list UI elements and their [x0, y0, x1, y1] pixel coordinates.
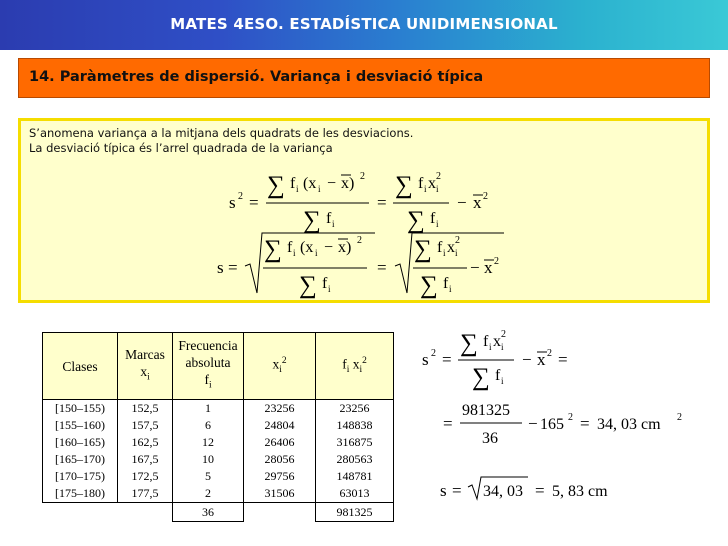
svg-text:=: = [443, 414, 453, 433]
svg-text:i: i [436, 219, 439, 229]
cell-marca: 167,5 [118, 451, 173, 468]
cell-frequency: 1 [173, 400, 244, 418]
calc-mean: 165 [540, 416, 564, 433]
cell-x2: 31506 [244, 485, 316, 503]
svg-text:2: 2 [455, 235, 460, 246]
svg-text:i: i [455, 248, 458, 258]
section-title: 14. Paràmetres de dispersió. Variança i desviació típica [29, 69, 484, 85]
svg-text:i: i [315, 248, 318, 258]
svg-text:∑: ∑ [267, 172, 285, 199]
svg-text:f: f [290, 175, 296, 192]
table-row [43, 434, 394, 451]
cell-frequency: 10 [173, 451, 244, 468]
totals-row [43, 503, 394, 522]
svg-text:x): x) [341, 175, 355, 192]
svg-text:f: f [483, 333, 489, 350]
table-row [43, 417, 394, 434]
svg-text:=: = [377, 258, 387, 277]
header-marcas-label: Marcas [125, 346, 165, 362]
svg-text:i: i [449, 284, 452, 294]
svg-text:s: s [422, 350, 429, 369]
cell-clase: [175–180) [43, 485, 118, 503]
cell-clase: [170–175) [43, 468, 118, 485]
svg-text:=: = [228, 258, 238, 277]
cell-clase: [160–165) [43, 434, 118, 451]
svg-text:x: x [537, 350, 546, 369]
header-clases: Clases [43, 333, 118, 400]
svg-text:2: 2 [501, 329, 506, 340]
cell-clase: [155–160) [43, 417, 118, 434]
svg-text:2: 2 [547, 348, 552, 359]
variance-formula [21, 121, 707, 300]
calc-variance-result: 34, 03 cm [597, 416, 661, 433]
svg-text:f: f [430, 210, 436, 227]
svg-text:∑: ∑ [407, 207, 425, 234]
table-row [43, 485, 394, 503]
svg-text:s: s [440, 481, 447, 500]
cell-x2: 23256 [244, 400, 316, 418]
svg-text:2: 2 [357, 235, 362, 246]
cell-frequency: 5 [173, 468, 244, 485]
svg-text:x: x [447, 239, 455, 256]
svg-text:2: 2 [568, 412, 573, 423]
svg-text:=: = [249, 193, 259, 212]
cell-fx2: 148838 [316, 417, 394, 434]
cell-x2: 29756 [244, 468, 316, 485]
cell-frequency: 6 [173, 417, 244, 434]
svg-text:(x: (x [300, 239, 314, 256]
svg-text:f: f [495, 367, 501, 384]
definition-box [18, 118, 710, 303]
svg-text:i: i [436, 184, 439, 194]
svg-text:2: 2 [238, 191, 243, 202]
svg-text:2: 2 [360, 171, 365, 182]
cell-frequency: 12 [173, 434, 244, 451]
svg-text:−: − [522, 350, 532, 369]
svg-text:2: 2 [436, 171, 441, 182]
header-xi-squared: $x_i^2$ [244, 333, 316, 400]
svg-text:x: x [493, 333, 501, 350]
cell-x2: 26406 [244, 434, 316, 451]
definition-line-2: La desviació típica és l’arrel quadrada de la variança [29, 141, 333, 155]
svg-text:−: − [327, 175, 337, 192]
table-row [43, 468, 394, 485]
cell-fx2: 316875 [316, 434, 394, 451]
table-row [43, 400, 394, 418]
svg-text:∑: ∑ [414, 236, 432, 263]
definition-line-1: S’anomena variança a la mitjana dels quadrats de les desviacions. [29, 126, 414, 140]
total-frequency: 36 [173, 503, 244, 522]
calc-deviation-result: 5, 83 cm [552, 483, 608, 500]
svg-text:=: = [377, 193, 387, 212]
svg-text:−: − [457, 193, 467, 212]
cell-fx2: 280563 [316, 451, 394, 468]
svg-text:i: i [328, 284, 331, 294]
header-frecuencia-line2: absoluta [185, 355, 231, 371]
svg-text:i: i [293, 248, 296, 258]
svg-text:∑: ∑ [299, 272, 317, 299]
cell-x2: 24804 [244, 417, 316, 434]
header-frecuencia-line1: Frecuencia [178, 338, 238, 354]
cell-marca: 152,5 [118, 400, 173, 418]
svg-text:∑: ∑ [472, 364, 490, 391]
svg-text:2: 2 [431, 348, 436, 359]
cell-marca: 177,5 [118, 485, 173, 503]
svg-text:i: i [318, 184, 321, 194]
section-title-bar [18, 58, 710, 98]
cell-marca: 172,5 [118, 468, 173, 485]
header-bar [0, 0, 728, 50]
calc-denominator: 36 [482, 430, 498, 447]
svg-text:(x: (x [303, 175, 317, 192]
svg-text:i: i [443, 248, 446, 258]
cell-clase: [150–155) [43, 400, 118, 418]
svg-text:f: f [287, 239, 293, 256]
header-frecuencia: Frecuencia absoluta $f_i$ [173, 333, 244, 400]
svg-text:f: f [418, 175, 424, 192]
svg-text:i: i [332, 219, 335, 229]
svg-text:i: i [296, 184, 299, 194]
svg-text:i: i [501, 376, 504, 386]
svg-text:=: = [558, 350, 568, 369]
svg-text:2: 2 [494, 256, 499, 267]
cell-fx2: 148781 [316, 468, 394, 485]
svg-text:∑: ∑ [303, 207, 321, 234]
svg-text:x: x [484, 258, 493, 277]
svg-text:f: f [326, 210, 332, 227]
cell-frequency: 2 [173, 485, 244, 503]
svg-text:i: i [489, 342, 492, 352]
variance-calculation [410, 325, 710, 515]
calc-numerator: 981325 [462, 402, 510, 419]
svg-text:2: 2 [677, 412, 682, 423]
header-marcas: Marcas $x_i$ [118, 333, 173, 400]
table-row [43, 451, 394, 468]
svg-text:i: i [501, 342, 504, 352]
cell-fx2: 23256 [316, 400, 394, 418]
svg-text:∑: ∑ [395, 172, 413, 199]
svg-text:−: − [324, 239, 334, 256]
cell-clase: [165–170) [43, 451, 118, 468]
svg-text:s: s [229, 193, 236, 212]
svg-text:s: s [217, 258, 224, 277]
cell-marca: 157,5 [118, 417, 173, 434]
svg-text:2: 2 [483, 191, 488, 202]
svg-text:−: − [470, 258, 480, 277]
total-fx2: 981325 [316, 503, 394, 522]
calc-sqrt-arg: 34, 03 [483, 483, 523, 500]
svg-text:f: f [443, 275, 449, 292]
svg-text:∑: ∑ [420, 272, 438, 299]
svg-text:=: = [535, 481, 545, 500]
svg-text:i: i [424, 184, 427, 194]
header-fi-xi-squared: $f_i$ $x_i^2$ [316, 333, 394, 400]
svg-text:x: x [473, 193, 482, 212]
svg-text:∑: ∑ [460, 330, 478, 357]
cell-fx2: 63013 [316, 485, 394, 503]
svg-text:−: − [528, 414, 538, 433]
svg-text:=: = [442, 350, 452, 369]
frequency-table [42, 332, 394, 522]
svg-text:x: x [428, 175, 436, 192]
svg-text:=: = [580, 414, 590, 433]
svg-text:f: f [437, 239, 443, 256]
cell-x2: 28056 [244, 451, 316, 468]
header-title: MATES 4ESO. ESTADÍSTICA UNIDIMENSIONAL [170, 15, 558, 33]
svg-text:∑: ∑ [264, 236, 282, 263]
svg-text:=: = [452, 481, 462, 500]
svg-text:f: f [322, 275, 328, 292]
svg-text:x): x) [338, 239, 352, 256]
cell-marca: 162,5 [118, 434, 173, 451]
